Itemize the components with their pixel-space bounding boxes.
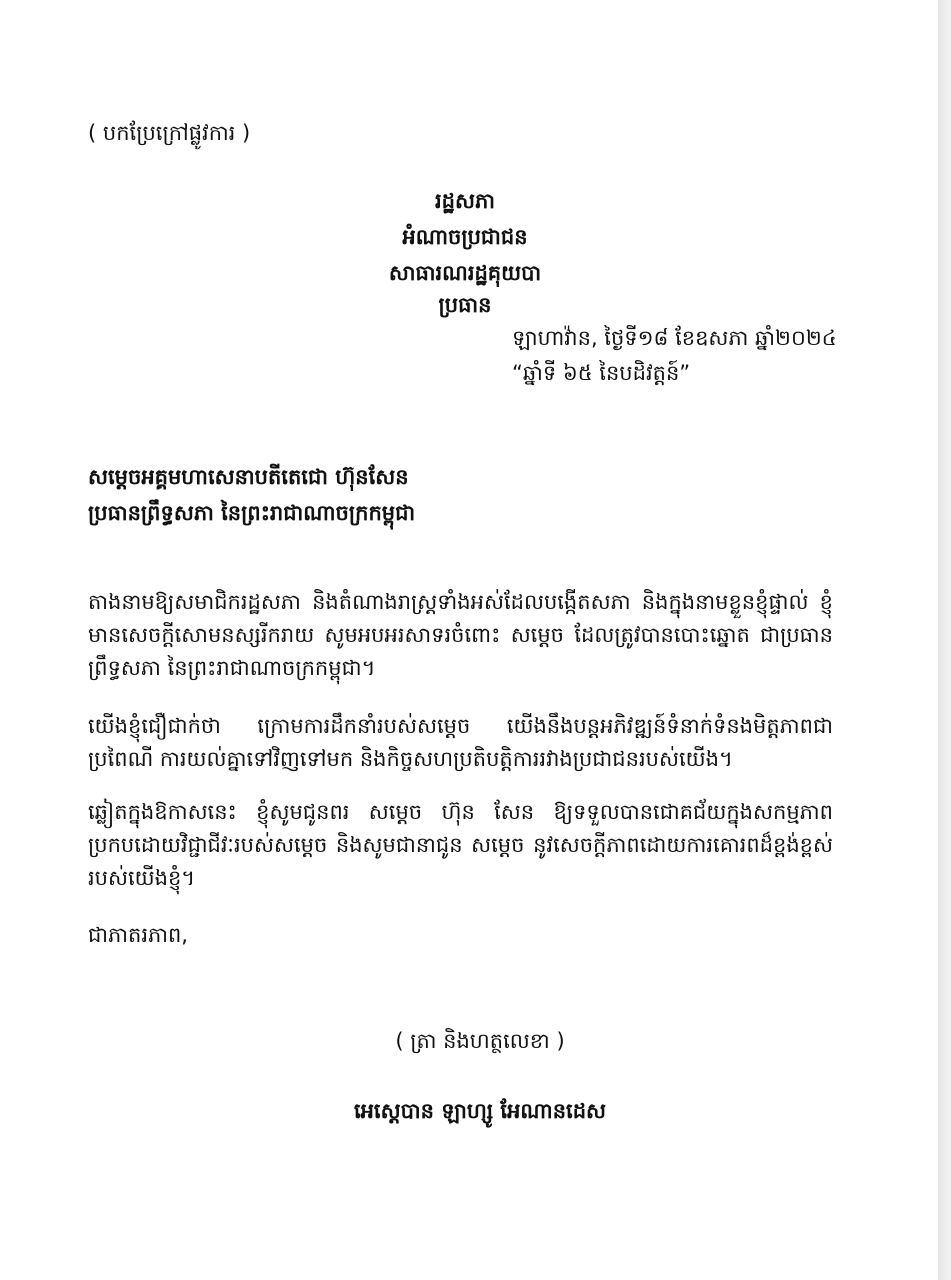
- seal-and-signature-note: ( ត្រា និងហត្ថលេខា ): [395, 1029, 565, 1053]
- header-president: ប្រធាន: [438, 293, 492, 317]
- place-date: ឡាហាវ៉ាន, ថ្ងៃទី១៨ ខែឧសភា ឆ្នាំ២០២៤: [512, 326, 837, 350]
- header-peoples-power: អំណាចប្រជាជន: [402, 225, 528, 249]
- body-paragraph-3: ឆ្លៀតក្នុងឱកាសនេះ ខ្ញុំសូមជូនពរ សម្តេច ហ៊ុន សែន ឱ្យទទួលបានជោគជ័យក្នុងសកម្មភាព ប្រកបដោយវិជ្ជាជីវៈរបស់សម្តេច និងសូមជានាជូន សម្តេច នូវសេចក្តីភាពដោយការគោរពដ៏ខ្ពង់ខ្ពស់របស់យើងខ្ញុំ។: [88, 800, 833, 890]
- header-republic-of-cuba: សាធារណរដ្ឋគុយបា: [388, 261, 542, 285]
- closing-salutation: ជាភាតរភាព,: [88, 923, 188, 947]
- body-paragraph-2: យើងខ្ញុំជឿជាក់ថា ក្រោមការដឹកនាំរបស់សម្តេច យើងនឹងបន្តអភិវឌ្ឍន៍ទំនាក់ទំនងមិត្តភាពជាប្រពៃណី ការយល់គ្នាទៅវិញទៅមក និងកិច្ចសហប្រតិបត្តិការរវាងប្រជាជនរបស់យើង។: [88, 714, 833, 771]
- recipient-title: ប្រធានព្រឹទ្ធសភា នៃព្រះរាជាណាចក្រកម្ពុជា: [88, 501, 416, 525]
- signer-name: អេស្តេបាន ឡាហ្សូ អែណានដេស: [353, 1099, 607, 1123]
- page-edge-shadow: [938, 0, 951, 1280]
- header-parliament: រដ្ឋសភា: [435, 189, 495, 213]
- body-paragraph-1: តាងនាមឱ្យសមាជិករដ្ឋសភា និងតំណាងរាស្ត្រទាំងអស់ដែលបង្កើតសភា និងក្នុងនាមខ្លួនខ្ញុំផ្ទាល់ ខ្ញុំមានសេចក្តីសោមនស្សរីករាយ សូមអបអរសាទរចំពោះ សម្តេច ដែលត្រូវបានបោះឆ្នោត ជាប្រធានព្រឹទ្ធសភា នៃព្រះរាជាណាចក្រកម្ពុជា។: [88, 590, 833, 680]
- translation-note: ( បកប្រែក្រៅផ្លូវការ ): [88, 121, 251, 145]
- revolution-year: “ឆ្នាំទី ៦៥ នៃបដិវត្តន៍”: [512, 361, 691, 385]
- recipient-name: សម្តេចអគ្គមហាសេនាបតីតេជោ ហ៊ុនសែន: [88, 465, 409, 489]
